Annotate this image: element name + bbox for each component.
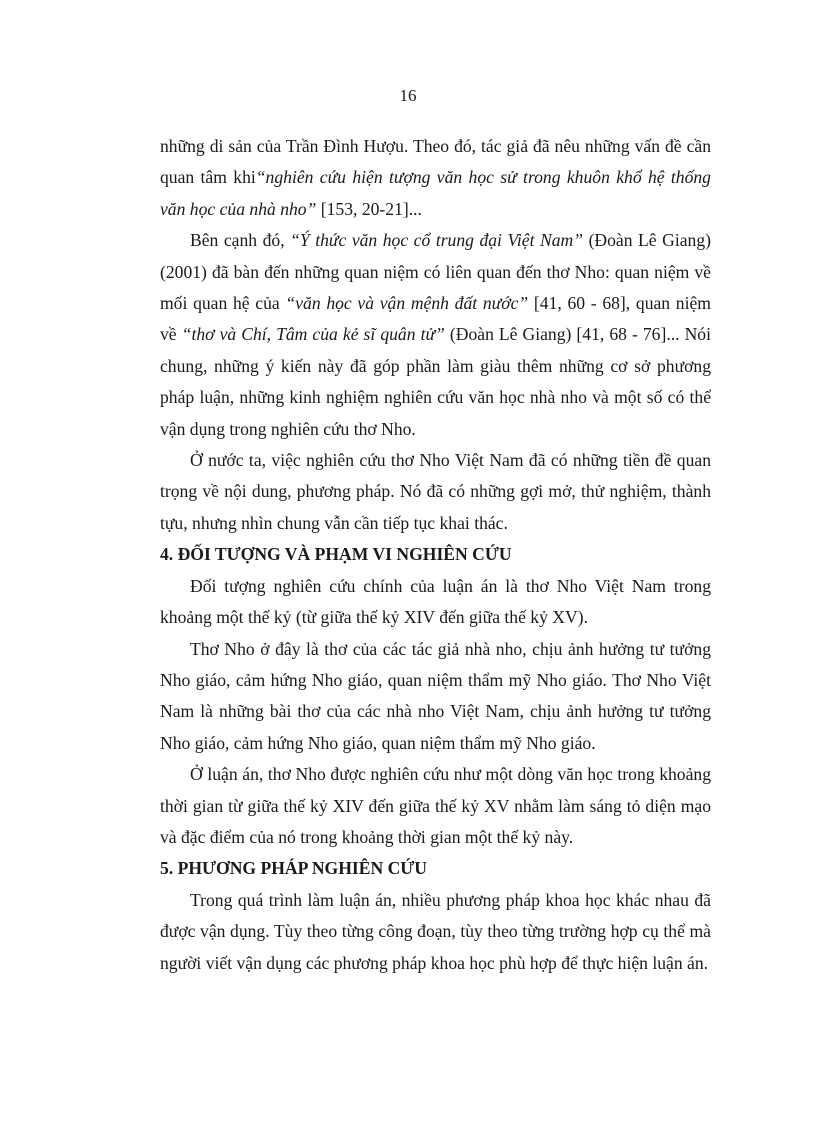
section-heading-5: 5. PHƯƠNG PHÁP NGHIÊN CỨU bbox=[160, 858, 427, 879]
paragraph-text: [153, 20-21]... bbox=[316, 198, 422, 219]
italic-quote: “thơ và Chí, Tâm của kẻ sĩ quân tử” bbox=[181, 324, 445, 345]
paragraph-text: [41, 60 - 68], quan niệm về bbox=[160, 293, 711, 345]
section-heading-4: 4. ĐỐI TƯỢNG VÀ PHẠM VI NGHIÊN CỨU bbox=[160, 544, 512, 565]
italic-quote: “văn học và vận mệnh đất nước” bbox=[285, 293, 529, 314]
italic-quote: “Ý thức văn học cổ trung đại Việt Nam” bbox=[290, 230, 584, 251]
paragraph: Đối tượng nghiên cứu chính của luận án là thơ Nho Việt Nam trong khoảng một thế kỷ (từ giữa thế kỷ XIV đến giữa thế kỷ XV). bbox=[160, 575, 711, 628]
paragraph: Ở nước ta, việc nghiên cứu thơ Nho Việt Nam đã có những tiền đề quan trọng về nội dung, phương pháp. Nó đã có những gợi mở, thử nghiệm, thành tựu, nhưng nhìn chung vẫn cần tiếp tục khai thác. bbox=[160, 450, 711, 533]
paragraph-text: (Đoàn Lê Giang) (2001) đã bàn đến những quan niệm có liên quan đến thơ Nho: quan niệm về mối quan hệ của bbox=[160, 230, 711, 314]
italic-quote: “nghiên cứu hiện tượng văn học sử trong khuôn khổ hệ thống văn học của nhà nho” bbox=[160, 167, 711, 219]
paragraph: Thơ Nho ở đây là thơ của các tác giả nhà nho, chịu ảnh hưởng tư tưởng Nho giáo, cảm hứng Nho giáo, quan niệm thẩm mỹ Nho giáo. Thơ Nho Việt Nam là những bài thơ của các nhà nho Việt Nam, chịu ảnh hưởng tư tưởng Nho giáo, cảm hứng Nho giáo, quan niệm thẩm mỹ Nho giáo. bbox=[160, 638, 711, 753]
paragraph: Ở luận án, thơ Nho được nghiên cứu như một dòng văn học trong khoảng thời gian từ giữa thế kỷ XIV đến giữa thế kỷ XV nhằm làm sáng tỏ diện mạo và đặc điểm của nó trong khoảng thời gian một thế kỷ này. bbox=[160, 764, 711, 847]
paragraph: Trong quá trình làm luận án, nhiều phương pháp khoa học khác nhau đã được vận dụng. Tùy theo từng công đoạn, tùy theo từng trường hợp cụ thể mà người viết vận dụng các phương pháp khoa học phù hợp để thực hiện luận án. bbox=[160, 889, 711, 973]
paragraph-text: Bên cạnh đó, bbox=[190, 230, 291, 251]
paragraph-text: những di sản của Trần Đình Hượu. Theo đó, tác giả đã nêu những vấn đề cần quan tâm khi bbox=[160, 136, 711, 188]
paragraph-text: (Đoàn Lê Giang) [41, 68 - 76]... Nói chung, những ý kiến này đã góp phần làm giàu thêm những cơ sở phương pháp luận, những kinh nghiệm nghiên cứu văn học nhà nho và một số có thể vận dụng trong nghiên cứu thơ Nho. bbox=[160, 324, 711, 439]
paragraph bbox=[160, 225, 711, 445]
document-body bbox=[160, 131, 711, 979]
page-number: 16 bbox=[399, 86, 417, 105]
paragraph-continued bbox=[160, 131, 711, 225]
